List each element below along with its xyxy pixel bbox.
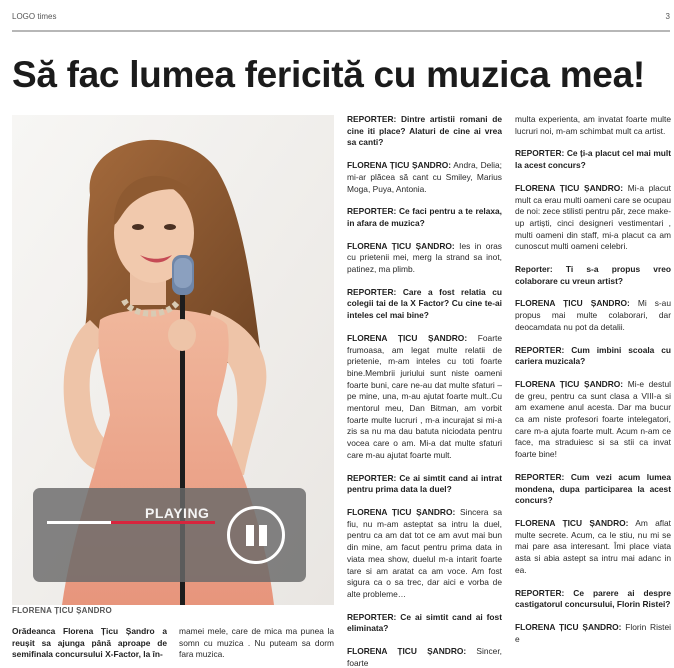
speaker-name: FLORENA ȚICU ȘANDRO: (515, 298, 630, 309)
speaker-name: FLORENA ȚICU ȘANDRO: (347, 332, 468, 343)
interviewee-answer (347, 646, 502, 668)
speaker-name: FLORENA ȚICU ȘANDRO: (347, 240, 455, 251)
pause-button[interactable] (227, 506, 285, 564)
media-player-overlay (33, 488, 306, 582)
reporter-question (347, 114, 502, 149)
question-text: REPORTER: Ce ți-a placut cel mai mult la acest concurs? (515, 148, 671, 171)
question-text: REPORTER: Dintre artistii romani de cine iti place? Alaturi de cine ai vrea sa canti? (347, 114, 502, 148)
article-lead-continued: mamei mele, care de mica ma punea la somn cu muzica . Nu puteam sa dorm fara muzica. (179, 626, 334, 660)
speaker-name: FLORENA ȚICU ȘANDRO: (515, 621, 622, 632)
answer-text: Am aflat multe secrete. Acum, ca le stiu, nu mi se mai pare asa interesant. Îmi place viata asta si abia astept sa intru mai adanc in ea. (515, 517, 671, 575)
speaker-name: FLORENA ȚICU ȘANDRO: (515, 182, 624, 193)
pause-icon-bar-right (259, 525, 267, 546)
article-headline: Să fac lumea fericită cu muzica mea! (12, 54, 645, 95)
publication-logo: LOGO times (12, 12, 57, 21)
answer-text: Mi s-au propus mai multe colaborari, dar deocamdata nu pot da detalii. (515, 298, 671, 332)
answer-text: Sincera sa fiu, nu m-am asteptat sa intru la duel, pentru ca am dat tot ce am avut mai bun din mine, am facut pentru prima data in viata mea show, duelul m-a intarit foarte tare si am aratat ca am voce. Am fost sigura ca o sa trec, dar aici e vorba de alte probleme… (347, 506, 502, 599)
progress-fill (47, 521, 111, 524)
answer-text: Foarte frumoasa, am legat multe relatii de prietenie, m-am inteles cu toti foarte bine.Membrii juriului sunt niste oameni foarte buni, care ne-au dat multe sfaturi – pe mine, una, m-au ajutat foarte mult..Cu mentorul meu, Dan Bitman, am vorbit foarte multe lucruri , m-a incurajat si mi-a zis sa nu ma dau batuta niciodata pentru vocea care o am. Mi-a dat multe sfaturi care m-au ajutat foarte mult. (347, 332, 502, 460)
interviewee-answer (515, 298, 671, 333)
interview-column-1 (347, 114, 502, 668)
reporter-question (347, 473, 502, 496)
pause-icon-bar-left (246, 525, 254, 546)
playback-status: PLAYING (145, 505, 210, 521)
page-header (12, 12, 670, 32)
reporter-question (347, 612, 502, 635)
interviewee-answer (515, 518, 671, 577)
question-text: REPORTER: Cum vezi acum lumea mondena, dupa participarea la acest concurs? (515, 471, 671, 506)
interview-column-2 (515, 114, 671, 668)
speaker-name: FLORENA ȚICU ȘANDRO: (347, 646, 467, 657)
speaker-name: FLORENA ȚICU ȘANDRO: (515, 378, 624, 389)
interviewee-answer (347, 160, 502, 195)
answer-text: Florin Ristei e (515, 621, 671, 644)
interviewee-answer (515, 183, 671, 253)
reporter-question (347, 287, 502, 322)
interviewee-answer (515, 379, 671, 461)
interviewee-answer (347, 333, 502, 462)
reporter-question (515, 264, 671, 287)
interviewee-answer (515, 622, 671, 645)
photo-caption: FLORENA ȚICU ȘANDRO (12, 606, 112, 615)
answer-text: Mi-e destul de greu, pentru ca sunt clasa a VIII-a si am examene anul acesta. Dar ma bucur ca am niste profesori foarte intelegatori, care m-a ajuta foarte mult. Acum n-am ce face, ma straduiesc si sa stii ca invat foarte bine! (515, 378, 671, 460)
question-text: REPORTER: Cum imbini scoala cu cariera muzicala? (515, 344, 671, 367)
speaker-name: FLORENA ȚICU ȘANDRO: (515, 517, 629, 528)
interviewee-answer (347, 507, 502, 601)
reporter-question (347, 206, 502, 229)
answer-continuation (515, 114, 671, 137)
interviewee-answer (347, 241, 502, 276)
answer-text: Andra, Delia; mi-ar plăcea să cant cu Smiley, Marius Moga, Puya, Antonia. (347, 160, 502, 194)
answer-text: Mi-a placut mult ca erau multi oameni care se ocupau de noi: zece stilisti pentru păr, zece make-up artiști, cinci designeri vestimentari , multi oameni din staff, mi-a placut ca am cunoscut multi oameni celebri. (515, 182, 671, 252)
article-lead: Orădeanca Florena Țicu Șandro a reușit sa ajunga până aproape de semifinala concursului X-Factor, la în- (12, 626, 167, 660)
question-text: REPORTER: Ce faci pentru a te relaxa, in afara de muzica? (347, 206, 502, 228)
answer-text: Ies in oras cu prietenii mei, merg la strand sa inot, patinez, ma plimb. (347, 240, 502, 275)
question-text: REPORTER: Ce parere ai despre castigatorul concursului, Florin Ristei? (515, 587, 671, 610)
page-number: 3 (665, 12, 670, 21)
speaker-name: FLORENA ȚICU ȘANDRO: (347, 160, 452, 171)
answer-text: Sincer, foarte (347, 646, 502, 668)
question-text: Reporter: Ti s-a propus vreo colaborare cu vreun artist? (515, 264, 671, 286)
speaker-name: FLORENA ȚICU ȘANDRO: (347, 506, 456, 517)
reporter-question (515, 588, 671, 611)
question-text: REPORTER: Care a fost relatia cu colegii tai de la X Factor? Cu cine te-ai inteles cel mai bine? (347, 286, 502, 321)
answer-text: multa experienta, am invatat foarte multe lucruri noi, m-am schimbat mult ca artist. (515, 114, 671, 136)
question-text: REPORTER: Ce ai simtit cand ai fost eliminata? (347, 611, 502, 634)
reporter-question (515, 345, 671, 368)
reporter-question (515, 148, 671, 171)
question-text: REPORTER: Ce ai simtit cand ai intrat pentru prima data la duel? (347, 472, 502, 495)
reporter-question (515, 472, 671, 507)
